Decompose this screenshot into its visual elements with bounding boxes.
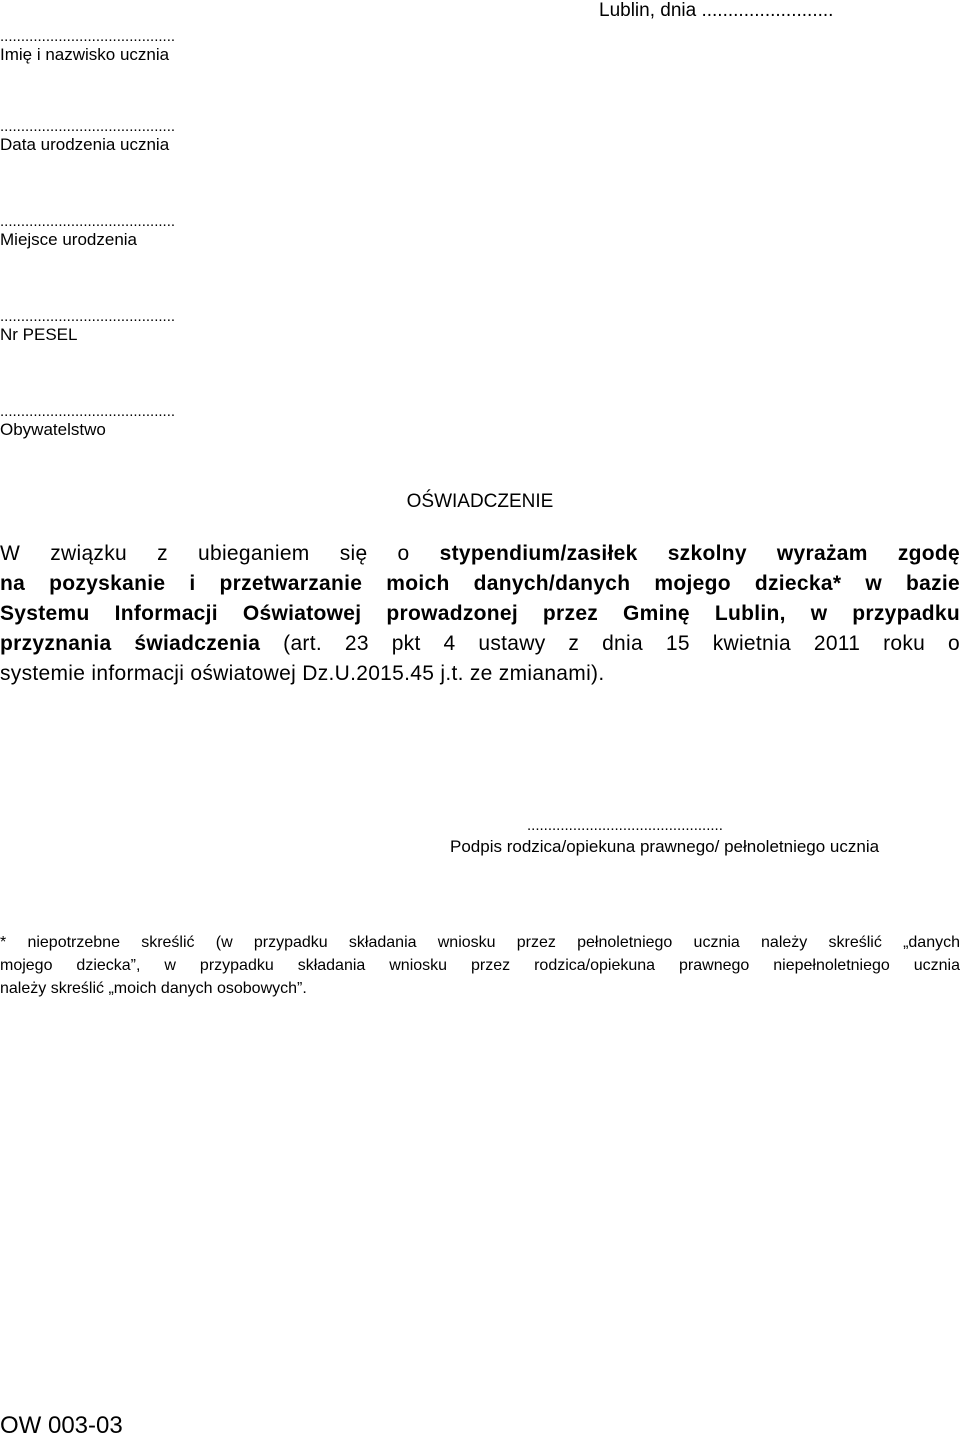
statement-line-1: [0, 539, 960, 569]
birthdate-field-label: Data urodzenia ucznia: [0, 135, 170, 154]
statement-line-5: systemie informacji oświatowej Dz.U.2015.45 j.t. ze zmianami).: [0, 662, 605, 685]
statement-line-4: [0, 629, 960, 659]
citizenship-field-dots: ..........................................: [0, 403, 176, 420]
citizenship-field-label: Obywatelstwo: [0, 420, 106, 439]
document-title: OŚWIADCZENIE: [406, 491, 554, 512]
statement-line-1-bold: stypendium/zasiłek szkolny wyrażam zgodę: [439, 542, 960, 565]
birthplace-field-dots: ..........................................: [0, 213, 176, 230]
signature-dots: ...............................................: [527, 817, 723, 834]
name-field-dots: ..........................................: [0, 28, 176, 45]
name-field-label: Imię i nazwisko ucznia: [0, 45, 170, 64]
statement-line-1-normal: W związku z ubieganiem się o: [0, 542, 440, 565]
footnote: [0, 931, 960, 1000]
footnote-line-3: należy skreślić „moich danych osobowych”.: [0, 980, 307, 997]
pesel-field-label: Nr PESEL: [0, 325, 78, 344]
statement-line-2-bold: na pozyskanie i przetwarzanie moich danych/danych mojego dziecka* w bazie: [0, 572, 960, 595]
statement-line-4-normal: (art. 23 pkt 4 ustawy z dnia 15 kwietnia 2011 roku o: [260, 632, 960, 655]
birthplace-field-label: Miejsce urodzenia: [0, 230, 138, 249]
footnote-line-2: mojego dziecka”, w przypadku składania wniosku przez rodzica/opiekuna prawnego niepełnoletniego ucznia: [0, 957, 960, 974]
signature-label: Podpis rodzica/opiekuna prawnego/ pełnoletniego ucznia: [450, 837, 880, 856]
pesel-field-dots: ..........................................: [0, 308, 176, 325]
statement-line-3: [0, 599, 960, 629]
footnote-line-1: * niepotrzebne skreślić (w przypadku składania wniosku przez pełnoletniego ucznia należy skreślić „danych: [0, 934, 960, 951]
statement-line-3-bold: Systemu Informacji Oświatowej prowadzonej przez Gminę Lublin, w przypadku: [0, 602, 960, 625]
form-code: OW 003-03: [0, 1412, 123, 1439]
place-date: Lublin, dnia .........................: [599, 0, 834, 21]
birthdate-field-dots: ..........................................: [0, 118, 176, 135]
statement-line-2: [0, 569, 960, 599]
statement-line-4-bold: przyznania świadczenia: [0, 632, 261, 655]
consent-statement: [0, 539, 960, 689]
